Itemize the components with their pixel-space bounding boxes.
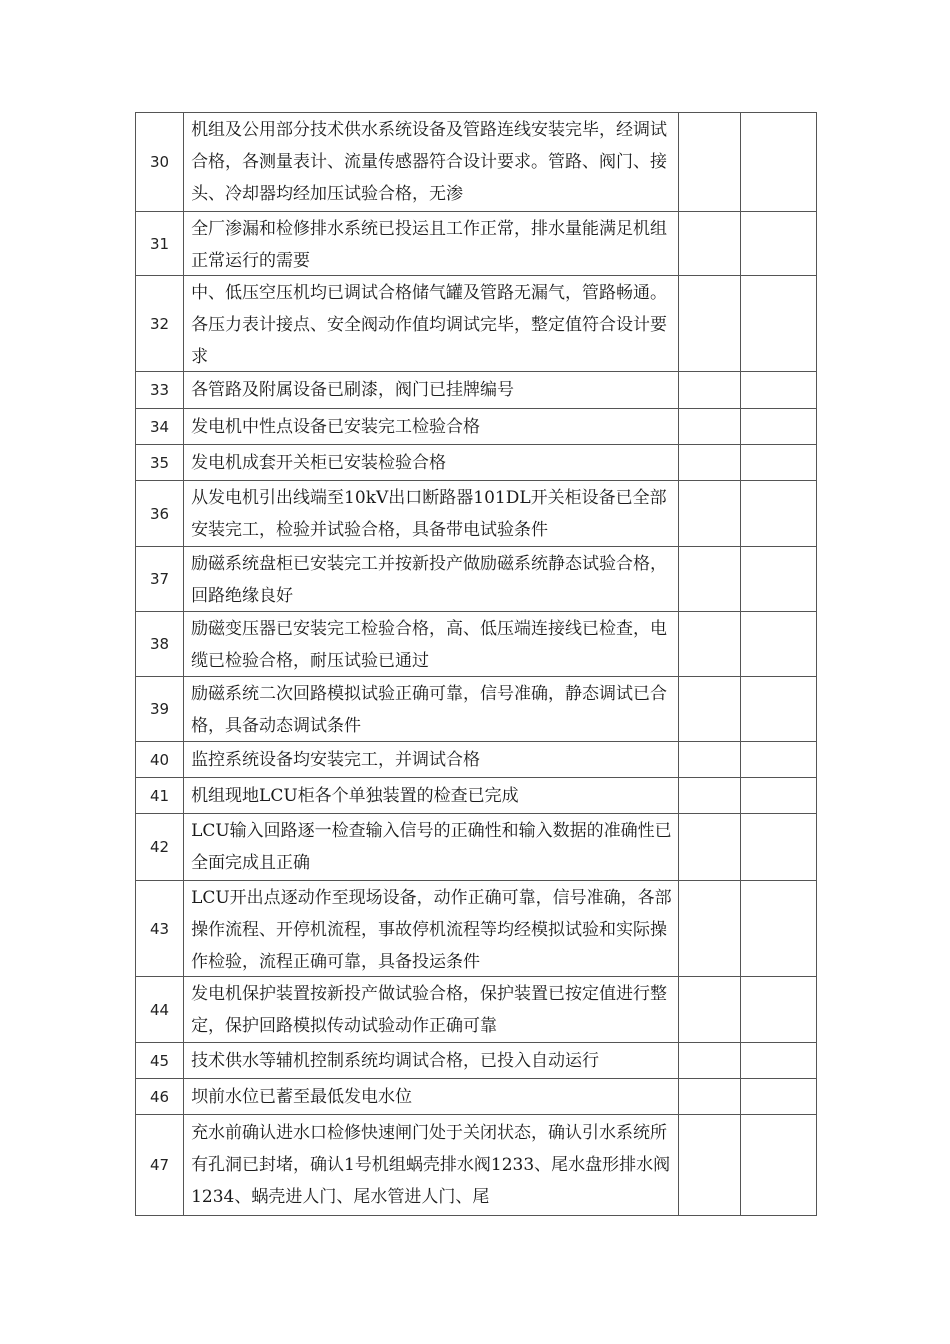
check-cell-a bbox=[678, 881, 740, 977]
row-content bbox=[184, 778, 679, 814]
check-cell-b bbox=[740, 1043, 816, 1079]
check-cell-a bbox=[678, 372, 740, 409]
row-content bbox=[184, 881, 679, 977]
row-content bbox=[184, 481, 679, 547]
table-row bbox=[136, 977, 817, 1043]
table-row bbox=[136, 1115, 817, 1216]
table-row bbox=[136, 113, 817, 212]
check-cell-a bbox=[678, 212, 740, 276]
row-number: 39 bbox=[136, 677, 184, 742]
table-body bbox=[136, 113, 817, 1216]
check-cell-b bbox=[740, 778, 816, 814]
row-content bbox=[184, 276, 679, 372]
row-content-text: LCU输入回路逐一检查输入信号的正确性和输入数据的准确性已全面完成且正确 bbox=[191, 821, 672, 873]
check-cell-b bbox=[740, 742, 816, 778]
table-row bbox=[136, 409, 817, 445]
table-row bbox=[136, 677, 817, 742]
row-content bbox=[184, 113, 679, 212]
row-content-text: 机组现地LCU柜各个单独装置的检查已完成 bbox=[191, 785, 519, 806]
row-number: 33 bbox=[136, 372, 184, 409]
row-number: 40 bbox=[136, 742, 184, 778]
row-content-text: 励磁变压器已安装完工检验合格，高、低压端连接线已检查，电缆已检验合格，耐压试验已通过 bbox=[191, 618, 668, 671]
check-cell-b bbox=[740, 372, 816, 409]
table-row bbox=[136, 212, 817, 276]
check-cell-b bbox=[740, 814, 816, 881]
table-row bbox=[136, 881, 817, 977]
row-content bbox=[184, 409, 679, 445]
table-row bbox=[136, 276, 817, 372]
check-cell-b bbox=[740, 677, 816, 742]
check-cell-a bbox=[678, 742, 740, 778]
row-content-text: 从发电机引出线端至10kV出口断路器101DL开关柜设备已全部安装完工，检验并试验合格，具备带电试验条件 bbox=[191, 487, 667, 540]
row-number: 45 bbox=[136, 1043, 184, 1079]
row-content bbox=[184, 612, 679, 677]
table-row bbox=[136, 445, 817, 481]
row-content-text: 发电机保护装置按新投产做试验合格，保护装置已按定值进行整定，保护回路模拟传动试验动作正确可靠 bbox=[191, 983, 668, 1036]
check-cell-a bbox=[678, 1115, 740, 1216]
check-cell-a bbox=[678, 612, 740, 677]
checklist-table bbox=[135, 112, 817, 1216]
row-number: 41 bbox=[136, 778, 184, 814]
table-row bbox=[136, 612, 817, 677]
row-content bbox=[184, 1043, 679, 1079]
row-number: 43 bbox=[136, 881, 184, 977]
row-content-text: LCU开出点逐动作至现场设备，动作正确可靠，信号准确，各部操作流程、开停机流程，事故停机流程等均经模拟试验和实际操作检验，流程正确可靠，具备投运条件 bbox=[191, 887, 672, 972]
row-number: 36 bbox=[136, 481, 184, 547]
row-number: 31 bbox=[136, 212, 184, 276]
check-cell-b bbox=[740, 547, 816, 612]
check-cell-a bbox=[678, 677, 740, 742]
row-content-text: 全厂渗漏和检修排水系统已投运且工作正常，排水量能满足机组正常运行的需要 bbox=[191, 218, 668, 271]
table-row bbox=[136, 814, 817, 881]
table-row bbox=[136, 372, 817, 409]
row-number: 34 bbox=[136, 409, 184, 445]
row-content-text: 技术供水等辅机控制系统均调试合格，已投入自动运行 bbox=[191, 1050, 600, 1071]
row-number: 35 bbox=[136, 445, 184, 481]
check-cell-a bbox=[678, 113, 740, 212]
table-row bbox=[136, 1043, 817, 1079]
check-cell-a bbox=[678, 977, 740, 1043]
row-content bbox=[184, 1115, 679, 1216]
row-content bbox=[184, 212, 679, 276]
check-cell-b bbox=[740, 409, 816, 445]
check-cell-b bbox=[740, 481, 816, 547]
row-content-text: 各管路及附属设备已刷漆，阀门已挂牌编号 bbox=[191, 380, 515, 400]
check-cell-b bbox=[740, 276, 816, 372]
check-cell-a bbox=[678, 409, 740, 445]
row-number: 46 bbox=[136, 1079, 184, 1115]
row-content-text: 励磁系统盘柜已安装完工并按新投产做励磁系统静态试验合格，回路绝缘良好 bbox=[191, 553, 668, 606]
check-cell-b bbox=[740, 881, 816, 977]
row-number: 32 bbox=[136, 276, 184, 372]
row-content-text: 机组及公用部分技术供水系统设备及管路连线安装完毕，经调试合格，各测量表计、流量传感器符合设计要求。管路、阀门、接头、冷却器均经加压试验合格，无渗 bbox=[191, 120, 668, 204]
check-cell-b bbox=[740, 977, 816, 1043]
check-cell-a bbox=[678, 1079, 740, 1115]
check-cell-b bbox=[740, 212, 816, 276]
check-cell-b bbox=[740, 113, 816, 212]
row-content bbox=[184, 547, 679, 612]
row-content-text: 坝前水位已蓄至最低发电水位 bbox=[191, 1086, 413, 1107]
table-row bbox=[136, 742, 817, 778]
check-cell-a bbox=[678, 481, 740, 547]
check-cell-b bbox=[740, 1115, 816, 1216]
table-row bbox=[136, 778, 817, 814]
check-cell-a bbox=[678, 276, 740, 372]
row-content bbox=[184, 372, 679, 409]
check-cell-a bbox=[678, 547, 740, 612]
row-number: 47 bbox=[136, 1115, 184, 1216]
row-number: 37 bbox=[136, 547, 184, 612]
row-number: 42 bbox=[136, 814, 184, 881]
table-row bbox=[136, 481, 817, 547]
table-row bbox=[136, 547, 817, 612]
check-cell-a bbox=[678, 778, 740, 814]
check-cell-a bbox=[678, 445, 740, 481]
row-number: 38 bbox=[136, 612, 184, 677]
check-cell-a bbox=[678, 814, 740, 881]
table-row bbox=[136, 1079, 817, 1115]
row-content-text: 发电机成套开关柜已安装检验合格 bbox=[191, 452, 447, 473]
row-content bbox=[184, 977, 679, 1043]
row-content-text: 监控系统设备均安装完工，并调试合格 bbox=[191, 749, 481, 770]
row-number: 30 bbox=[136, 113, 184, 212]
check-cell-a bbox=[678, 1043, 740, 1079]
row-content-text: 中、低压空压机均已调试合格储气罐及管路无漏气，管路畅通。各压力表计接点、安全阀动作值均调试完毕，整定值符合设计要求 bbox=[191, 282, 668, 367]
row-content-text: 充水前确认进水口检修快速闸门处于关闭状态，确认引水系统所有孔洞已封堵，确认1号机组蜗壳排水阀1233、尾水盘形排水阀1234、蜗壳进人门、尾水管进人门、尾 bbox=[191, 1123, 671, 1207]
row-content-text: 励磁系统二次回路模拟试验正确可靠，信号准确，静态调试已合格，具备动态调试条件 bbox=[191, 683, 668, 736]
check-cell-b bbox=[740, 612, 816, 677]
row-content bbox=[184, 742, 679, 778]
row-content bbox=[184, 677, 679, 742]
row-number: 44 bbox=[136, 977, 184, 1043]
check-cell-b bbox=[740, 445, 816, 481]
check-cell-b bbox=[740, 1079, 816, 1115]
row-content-text: 发电机中性点设备已安装完工检验合格 bbox=[191, 416, 481, 437]
row-content bbox=[184, 445, 679, 481]
row-content bbox=[184, 814, 679, 881]
row-content bbox=[184, 1079, 679, 1115]
